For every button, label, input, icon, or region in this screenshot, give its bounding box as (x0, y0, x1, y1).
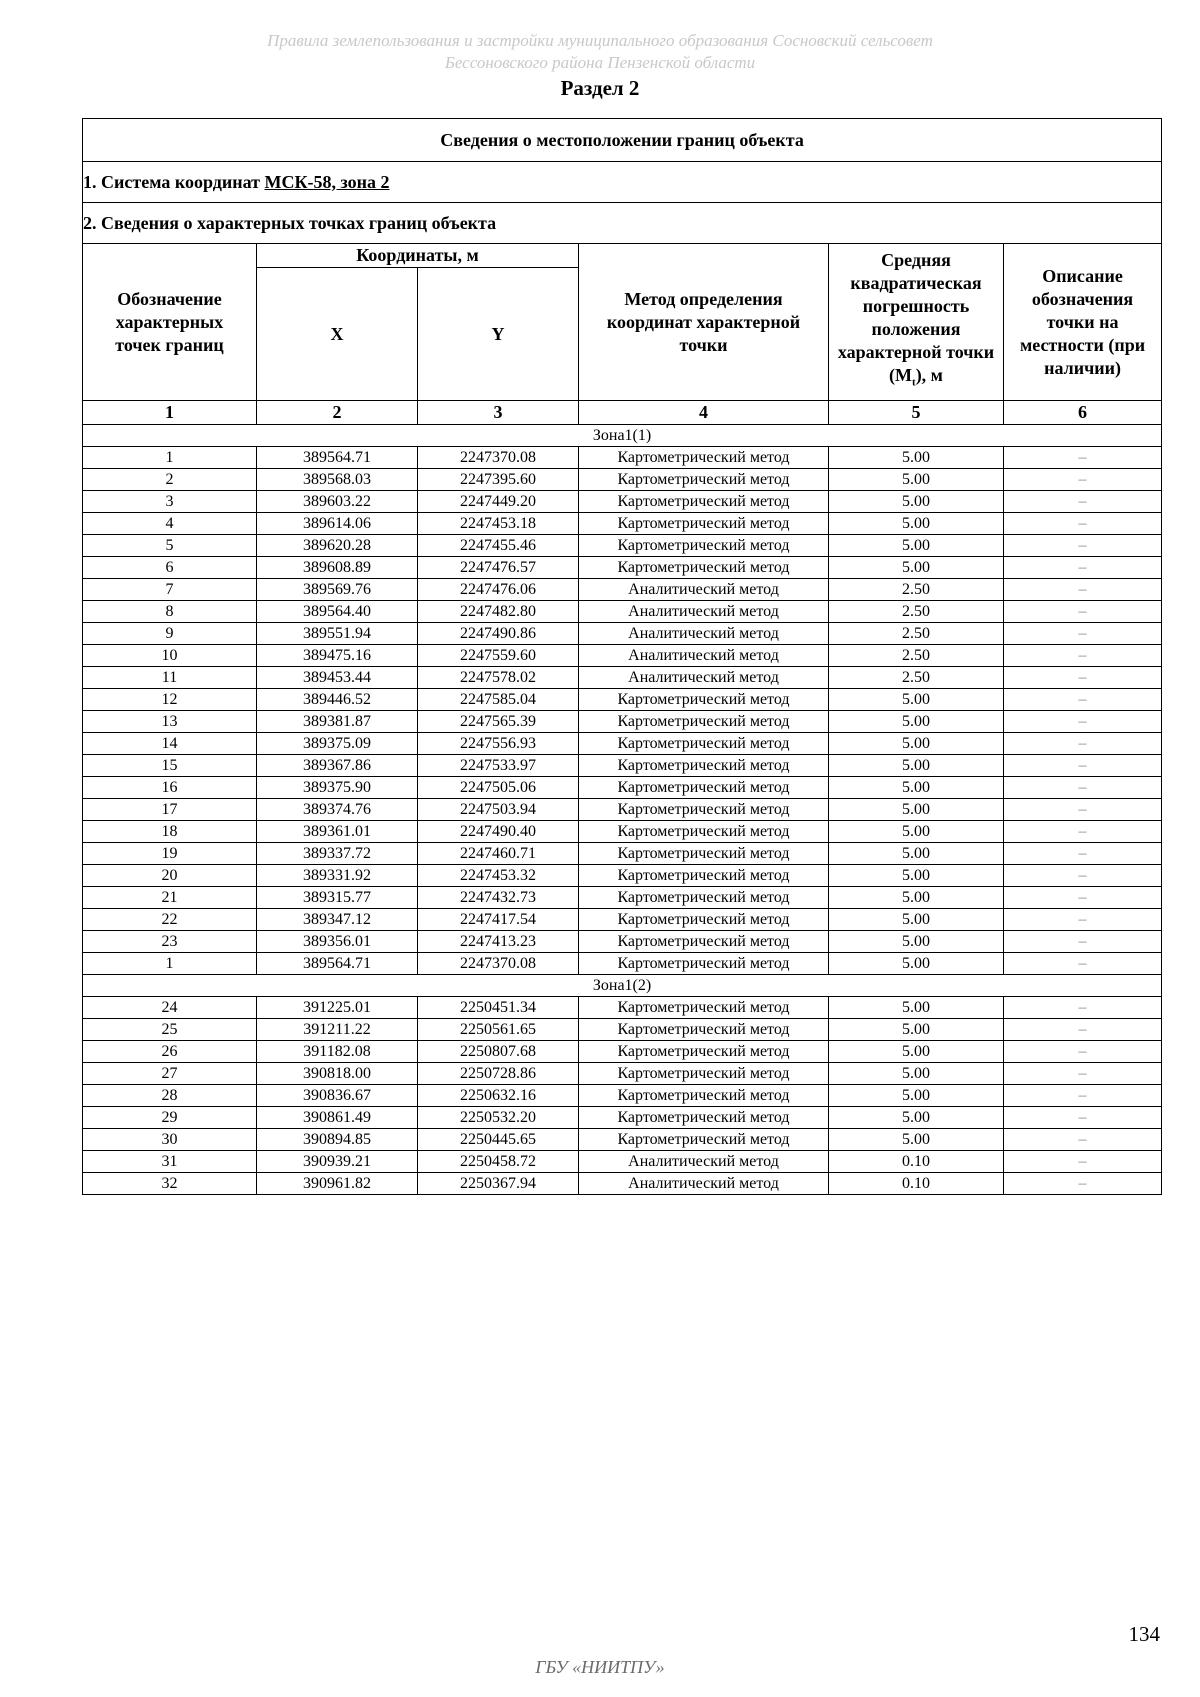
cell-y: 2247370.08 (418, 447, 579, 469)
header-error (829, 244, 1004, 401)
cell-d: – (1004, 601, 1162, 623)
cell-d: – (1004, 623, 1162, 645)
table-row (83, 1085, 1162, 1107)
cell-m: Картометрический метод (579, 1129, 829, 1151)
cell-y: 2247533.97 (418, 755, 579, 777)
cell-x: 389564.71 (257, 953, 418, 975)
table-row (83, 623, 1162, 645)
cell-x: 391182.08 (257, 1041, 418, 1063)
coordinate-system-value: МСК-58, зона 2 (264, 171, 390, 192)
cell-x: 389375.09 (257, 733, 418, 755)
header-description: Описание обозначения точки на местности (при наличии) (1004, 244, 1162, 401)
cell-m: Картометрический метод (579, 733, 829, 755)
table-title: Сведения о местоположении границ объекта (83, 119, 1162, 162)
cell-x: 389568.03 (257, 469, 418, 491)
boundary-points-table (82, 118, 1162, 1195)
cell-d: – (1004, 755, 1162, 777)
table-title-row (83, 119, 1162, 162)
cell-e: 5.00 (829, 821, 1004, 843)
cell-m: Картометрический метод (579, 755, 829, 777)
cell-y: 2247505.06 (418, 777, 579, 799)
cell-n: 17 (83, 799, 257, 821)
cell-x: 389551.94 (257, 623, 418, 645)
table-row (83, 931, 1162, 953)
running-header-line-1: Правила землепользования и застройки муниципального образования Сосновский сельсовет (267, 31, 933, 50)
cell-n: 21 (83, 887, 257, 909)
zone-row (83, 975, 1162, 997)
cell-m: Картометрический метод (579, 821, 829, 843)
cell-m: Картометрический метод (579, 953, 829, 975)
cell-n: 11 (83, 667, 257, 689)
cell-n: 5 (83, 535, 257, 557)
cell-e: 5.00 (829, 777, 1004, 799)
table-row (83, 777, 1162, 799)
cell-y: 2247395.60 (418, 469, 579, 491)
cell-n: 1 (83, 447, 257, 469)
cell-n: 4 (83, 513, 257, 535)
cell-d: – (1004, 865, 1162, 887)
points-title: 2. Сведения о характерных точках границ объекта (83, 203, 1162, 244)
cell-e: 2.50 (829, 667, 1004, 689)
cell-y: 2247556.93 (418, 733, 579, 755)
coordinate-system-label: 1. Система координат (83, 171, 260, 192)
cell-n: 3 (83, 491, 257, 513)
cell-n: 1 (83, 953, 257, 975)
cell-x: 389564.40 (257, 601, 418, 623)
cell-m: Картометрический метод (579, 1085, 829, 1107)
cell-y: 2247449.20 (418, 491, 579, 513)
cell-n: 22 (83, 909, 257, 931)
cell-y: 2247490.40 (418, 821, 579, 843)
cell-x: 389374.76 (257, 799, 418, 821)
cell-d: – (1004, 1085, 1162, 1107)
cell-y: 2247370.08 (418, 953, 579, 975)
cell-x: 389347.12 (257, 909, 418, 931)
cell-n: 9 (83, 623, 257, 645)
cell-d: – (1004, 953, 1162, 975)
table-row (83, 513, 1162, 535)
cell-e: 5.00 (829, 887, 1004, 909)
cell-d: – (1004, 645, 1162, 667)
cell-x: 389337.72 (257, 843, 418, 865)
cell-y: 2247432.73 (418, 887, 579, 909)
table-row (83, 755, 1162, 777)
cell-m: Картометрический метод (579, 777, 829, 799)
cell-d: – (1004, 1107, 1162, 1129)
cell-m: Картометрический метод (579, 1019, 829, 1041)
table-row (83, 865, 1162, 887)
cell-e: 0.10 (829, 1173, 1004, 1195)
table-row (83, 711, 1162, 733)
cell-n: 13 (83, 711, 257, 733)
cell-y: 2247413.23 (418, 931, 579, 953)
table-row (83, 843, 1162, 865)
header-error-text: Средняя квадратическая погрешность положения характерной точки (M (837, 250, 995, 386)
cell-n: 23 (83, 931, 257, 953)
cell-x: 389620.28 (257, 535, 418, 557)
cell-m: Картометрический метод (579, 1041, 829, 1063)
footer-organization: ГБУ «НИИТПУ» (535, 1657, 665, 1677)
cell-d: – (1004, 1129, 1162, 1151)
column-numbers-row (83, 401, 1162, 425)
table-row (83, 1107, 1162, 1129)
cell-y: 2250451.34 (418, 997, 579, 1019)
cell-m: Картометрический метод (579, 1107, 829, 1129)
cell-m: Аналитический метод (579, 667, 829, 689)
cell-d: – (1004, 887, 1162, 909)
cell-y: 2247482.80 (418, 601, 579, 623)
cell-e: 5.00 (829, 931, 1004, 953)
cell-n: 15 (83, 755, 257, 777)
cell-m: Картометрический метод (579, 535, 829, 557)
column-number: 5 (829, 401, 1004, 425)
table-row (83, 557, 1162, 579)
cell-n: 31 (83, 1151, 257, 1173)
cell-e: 2.50 (829, 601, 1004, 623)
cell-n: 14 (83, 733, 257, 755)
cell-e: 5.00 (829, 1063, 1004, 1085)
cell-e: 0.10 (829, 1151, 1004, 1173)
table-row (83, 601, 1162, 623)
table-row (83, 491, 1162, 513)
cell-d: – (1004, 469, 1162, 491)
column-number: 1 (83, 401, 257, 425)
cell-e: 5.00 (829, 469, 1004, 491)
table-row (83, 645, 1162, 667)
cell-m: Аналитический метод (579, 579, 829, 601)
cell-d: – (1004, 1151, 1162, 1173)
cell-m: Аналитический метод (579, 1173, 829, 1195)
cell-n: 20 (83, 865, 257, 887)
cell-d: – (1004, 491, 1162, 513)
cell-e: 5.00 (829, 1129, 1004, 1151)
table-row (83, 1019, 1162, 1041)
cell-e: 5.00 (829, 557, 1004, 579)
cell-x: 390961.82 (257, 1173, 418, 1195)
page-number: 134 (1128, 1622, 1160, 1646)
cell-m: Картометрический метод (579, 843, 829, 865)
header-error-unit: ), м (915, 365, 943, 386)
cell-y: 2247578.02 (418, 667, 579, 689)
cell-e: 5.00 (829, 513, 1004, 535)
cell-n: 30 (83, 1129, 257, 1151)
cell-x: 389475.16 (257, 645, 418, 667)
column-number: 3 (418, 401, 579, 425)
cell-e: 2.50 (829, 623, 1004, 645)
cell-n: 24 (83, 997, 257, 1019)
cell-n: 19 (83, 843, 257, 865)
cell-e: 5.00 (829, 909, 1004, 931)
cell-n: 16 (83, 777, 257, 799)
cell-d: – (1004, 1173, 1162, 1195)
cell-x: 391211.22 (257, 1019, 418, 1041)
cell-n: 32 (83, 1173, 257, 1195)
cell-y: 2247417.54 (418, 909, 579, 931)
cell-m: Картометрический метод (579, 447, 829, 469)
cell-n: 25 (83, 1019, 257, 1041)
cell-y: 2250532.20 (418, 1107, 579, 1129)
header-point: Обозначение характерных точек границ (83, 244, 257, 401)
cell-y: 2250367.94 (418, 1173, 579, 1195)
cell-n: 18 (83, 821, 257, 843)
cell-m: Картометрический метод (579, 887, 829, 909)
cell-d: – (1004, 799, 1162, 821)
cell-n: 2 (83, 469, 257, 491)
cell-x: 390836.67 (257, 1085, 418, 1107)
table-row (83, 689, 1162, 711)
cell-e: 5.00 (829, 799, 1004, 821)
column-number: 4 (579, 401, 829, 425)
cell-m: Картометрический метод (579, 491, 829, 513)
cell-y: 2250458.72 (418, 1151, 579, 1173)
table-row (83, 953, 1162, 975)
cell-x: 389315.77 (257, 887, 418, 909)
cell-m: Картометрический метод (579, 689, 829, 711)
table-row (83, 1151, 1162, 1173)
cell-e: 5.00 (829, 1085, 1004, 1107)
cell-n: 7 (83, 579, 257, 601)
cell-d: – (1004, 557, 1162, 579)
cell-y: 2247460.71 (418, 843, 579, 865)
zone-label: Зона1(2) (83, 975, 1162, 997)
table-row (83, 821, 1162, 843)
table-row (83, 535, 1162, 557)
cell-m: Картометрический метод (579, 513, 829, 535)
cell-d: – (1004, 689, 1162, 711)
cell-e: 5.00 (829, 1041, 1004, 1063)
header-y: Y (418, 268, 579, 401)
cell-m: Картометрический метод (579, 469, 829, 491)
cell-n: 12 (83, 689, 257, 711)
table-row (83, 909, 1162, 931)
table-row (83, 887, 1162, 909)
cell-e: 5.00 (829, 733, 1004, 755)
cell-m: Аналитический метод (579, 1151, 829, 1173)
cell-x: 389331.92 (257, 865, 418, 887)
cell-n: 10 (83, 645, 257, 667)
running-header-line-2: Бессоновского района Пензенской области (444, 53, 756, 72)
cell-y: 2247476.06 (418, 579, 579, 601)
cell-n: 28 (83, 1085, 257, 1107)
table-row (83, 469, 1162, 491)
cell-d: – (1004, 821, 1162, 843)
cell-x: 389453.44 (257, 667, 418, 689)
table-row (83, 1173, 1162, 1195)
cell-x: 389356.01 (257, 931, 418, 953)
cell-m: Картометрический метод (579, 865, 829, 887)
cell-m: Картометрический метод (579, 799, 829, 821)
cell-y: 2247455.46 (418, 535, 579, 557)
cell-d: – (1004, 513, 1162, 535)
cell-x: 389564.71 (257, 447, 418, 469)
cell-y: 2250728.86 (418, 1063, 579, 1085)
cell-e: 5.00 (829, 689, 1004, 711)
cell-y: 2247503.94 (418, 799, 579, 821)
cell-m: Картометрический метод (579, 711, 829, 733)
cell-d: – (1004, 1063, 1162, 1085)
cell-x: 389381.87 (257, 711, 418, 733)
cell-e: 5.00 (829, 997, 1004, 1019)
cell-e: 2.50 (829, 645, 1004, 667)
cell-d: – (1004, 777, 1162, 799)
cell-e: 5.00 (829, 843, 1004, 865)
cell-y: 2247476.57 (418, 557, 579, 579)
cell-n: 27 (83, 1063, 257, 1085)
cell-e: 2.50 (829, 579, 1004, 601)
cell-d: – (1004, 1041, 1162, 1063)
cell-e: 5.00 (829, 865, 1004, 887)
cell-y: 2247490.86 (418, 623, 579, 645)
zone-row (83, 425, 1162, 447)
cell-d: – (1004, 1019, 1162, 1041)
cell-d: – (1004, 535, 1162, 557)
zone-label: Зона1(1) (83, 425, 1162, 447)
column-number: 6 (1004, 401, 1162, 425)
cell-m: Картометрический метод (579, 909, 829, 931)
points-title-row (83, 203, 1162, 244)
cell-y: 2247565.39 (418, 711, 579, 733)
cell-x: 391225.01 (257, 997, 418, 1019)
header-coords: Координаты, м (257, 244, 579, 268)
cell-d: – (1004, 711, 1162, 733)
coordinate-system-cell (83, 162, 1162, 203)
header-x: X (257, 268, 418, 401)
header-row-1 (83, 244, 1162, 268)
cell-m: Картометрический метод (579, 1063, 829, 1085)
cell-m: Аналитический метод (579, 601, 829, 623)
cell-d: – (1004, 843, 1162, 865)
cell-m: Картометрический метод (579, 557, 829, 579)
cell-d: – (1004, 733, 1162, 755)
table-row (83, 1063, 1162, 1085)
cell-y: 2247559.60 (418, 645, 579, 667)
cell-e: 5.00 (829, 535, 1004, 557)
cell-y: 2247585.04 (418, 689, 579, 711)
table-row (83, 1041, 1162, 1063)
cell-d: – (1004, 997, 1162, 1019)
cell-d: – (1004, 667, 1162, 689)
cell-d: – (1004, 909, 1162, 931)
cell-m: Картометрический метод (579, 931, 829, 953)
cell-e: 5.00 (829, 953, 1004, 975)
cell-n: 8 (83, 601, 257, 623)
table-row (83, 799, 1162, 821)
coordinate-system-row (83, 162, 1162, 203)
cell-e: 5.00 (829, 1019, 1004, 1041)
cell-x: 389603.22 (257, 491, 418, 513)
cell-y: 2250807.68 (418, 1041, 579, 1063)
table-row (83, 447, 1162, 469)
table-row (83, 579, 1162, 601)
cell-x: 390939.21 (257, 1151, 418, 1173)
cell-n: 26 (83, 1041, 257, 1063)
cell-x: 390894.85 (257, 1129, 418, 1151)
cell-y: 2250632.16 (418, 1085, 579, 1107)
cell-x: 389608.89 (257, 557, 418, 579)
table-row (83, 1129, 1162, 1151)
cell-m: Картометрический метод (579, 997, 829, 1019)
table-row (83, 733, 1162, 755)
column-number: 2 (257, 401, 418, 425)
cell-x: 389614.06 (257, 513, 418, 535)
cell-e: 5.00 (829, 755, 1004, 777)
section-title: Раздел 2 (560, 76, 640, 100)
cell-d: – (1004, 931, 1162, 953)
cell-m: Аналитический метод (579, 645, 829, 667)
cell-n: 6 (83, 557, 257, 579)
cell-x: 389446.52 (257, 689, 418, 711)
cell-n: 29 (83, 1107, 257, 1129)
cell-e: 5.00 (829, 711, 1004, 733)
table-row (83, 997, 1162, 1019)
cell-y: 2247453.32 (418, 865, 579, 887)
cell-e: 5.00 (829, 447, 1004, 469)
cell-y: 2247453.18 (418, 513, 579, 535)
cell-m: Аналитический метод (579, 623, 829, 645)
header-error-sub: t (912, 376, 916, 389)
cell-y: 2250445.65 (418, 1129, 579, 1151)
cell-d: – (1004, 579, 1162, 601)
cell-x: 389367.86 (257, 755, 418, 777)
cell-x: 389361.01 (257, 821, 418, 843)
cell-x: 389569.76 (257, 579, 418, 601)
cell-e: 5.00 (829, 1107, 1004, 1129)
cell-y: 2250561.65 (418, 1019, 579, 1041)
cell-x: 390818.00 (257, 1063, 418, 1085)
table-row (83, 667, 1162, 689)
cell-d: – (1004, 447, 1162, 469)
cell-e: 5.00 (829, 491, 1004, 513)
cell-x: 389375.90 (257, 777, 418, 799)
header-method: Метод определения координат характерной точки (579, 244, 829, 401)
cell-x: 390861.49 (257, 1107, 418, 1129)
